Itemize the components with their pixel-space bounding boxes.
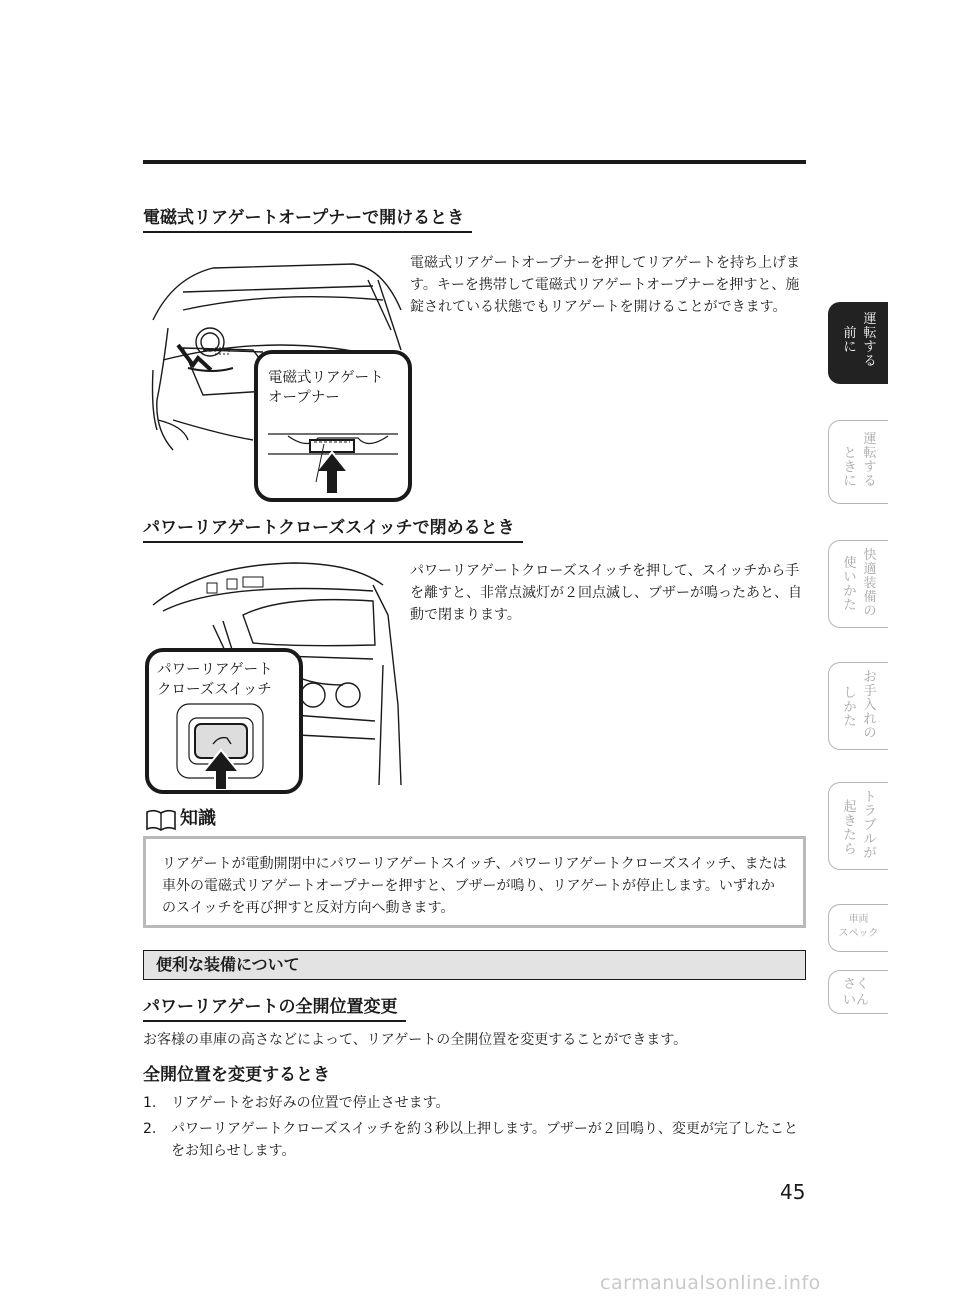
section-body-opener: 電磁式リアゲートオープナーを押してリアゲートを持ち上げます。キーを携帯して電磁式リアゲートオープナーを押すと、施錠されている状態でもリアゲートを開けることができます。 xyxy=(410,255,801,315)
tab-label: いん xyxy=(843,993,870,1008)
list-item xyxy=(143,1118,806,1162)
tab-label: 運 転 す る xyxy=(863,432,877,489)
tab-index[interactable] xyxy=(828,970,888,1014)
tab-label-col xyxy=(863,549,877,619)
tab-label: と き に xyxy=(843,446,857,489)
tab-label: 前 に xyxy=(843,326,857,355)
section-banner: 便利な装備について xyxy=(143,950,806,980)
tab-maintenance[interactable] xyxy=(828,662,888,750)
callout-label-line1: パワーリアゲート xyxy=(157,662,273,678)
close-switch-icon xyxy=(149,652,299,790)
opener-callout xyxy=(254,350,412,502)
section-body-close-switch: パワーリアゲートクローズスイッチを押して、スイッチから手を離すと、非常点滅灯が２回点滅し、ブザーが鳴ったあと、自動で閉まります。 xyxy=(410,563,802,623)
section-body-full-open: お客様の車庫の高さなどによって、リアゲートの全開位置を変更することができます。 xyxy=(143,1032,688,1048)
tab-label: さく xyxy=(843,977,870,992)
tab-label-col xyxy=(843,801,857,857)
callout-label-line2: オープナー xyxy=(268,390,340,406)
knowledge-text: リアゲートが電動開閉中にパワーリアゲートスイッチ、パワーリアゲートクローズスイッチ、または車外の電磁式リアゲートオープナーを押すと、ブザーが鳴り、リアゲートが停止します。いずれかのスイッチを再び押すと反対方向へ動きます。 xyxy=(162,856,787,916)
tab-before-driving[interactable] xyxy=(828,302,888,384)
tab-label: スペック xyxy=(838,928,879,939)
tab-label: 快 適 装 備 の xyxy=(863,548,877,619)
tab-label-col xyxy=(843,687,857,729)
tab-label: 使 い か た xyxy=(843,556,857,613)
tab-while-driving[interactable] xyxy=(828,420,888,504)
page-number: 45 xyxy=(780,1180,806,1204)
step-number: 2. xyxy=(143,1121,157,1137)
tab-label: 車両 xyxy=(848,914,869,925)
watermark: carmanualsonline.info xyxy=(600,1272,821,1294)
tab-label-col xyxy=(863,791,877,861)
steps-list xyxy=(143,1092,806,1162)
tab-label-col xyxy=(843,557,857,613)
section-heading-full-open: パワーリアゲートの全開位置変更 xyxy=(143,996,406,1022)
tab-vehicle-specs[interactable] xyxy=(828,904,888,952)
top-rule xyxy=(143,160,806,164)
tab-label: 起 き た ら xyxy=(843,800,857,857)
tab-label: 運 転 す る xyxy=(863,312,877,369)
knowledge-box xyxy=(143,836,806,928)
opener-switch-icon xyxy=(258,354,408,498)
tab-label: し か た xyxy=(843,686,857,729)
callout-label-line2: クローズスイッチ xyxy=(157,682,272,698)
tab-label-col xyxy=(843,327,857,355)
tab-label-col xyxy=(843,447,857,489)
tab-label-col xyxy=(863,433,877,489)
step-text: リアゲートをお好みの位置で停止させます。 xyxy=(171,1095,450,1111)
tab-label-col xyxy=(863,313,877,369)
tab-label: お 手 入 れ の xyxy=(863,670,877,741)
tab-comfort-equipment[interactable] xyxy=(828,540,888,628)
tab-label: ト ラ ブ ル が xyxy=(863,790,877,861)
book-icon xyxy=(145,808,177,832)
step-number: 1. xyxy=(143,1095,157,1111)
callout-label-line1: 電磁式リアゲート xyxy=(268,370,384,386)
section-heading-change: 全開位置を変更するとき xyxy=(143,1065,330,1085)
list-item xyxy=(143,1092,806,1114)
section-heading-close-switch: パワーリアゲートクローズスイッチで閉めるとき xyxy=(143,517,523,543)
tab-troubleshooting[interactable] xyxy=(828,782,888,870)
close-switch-callout xyxy=(145,648,303,794)
section-heading-opener: 電磁式リアゲートオープナーで開けるとき xyxy=(143,207,472,233)
step-text: パワーリアゲートクローズスイッチを約３秒以上押します。ブザーが２回鳴り、変更が完了したことをお知らせします。 xyxy=(171,1121,798,1159)
knowledge-title: 知識 xyxy=(180,808,216,829)
tab-label-col xyxy=(863,671,877,741)
